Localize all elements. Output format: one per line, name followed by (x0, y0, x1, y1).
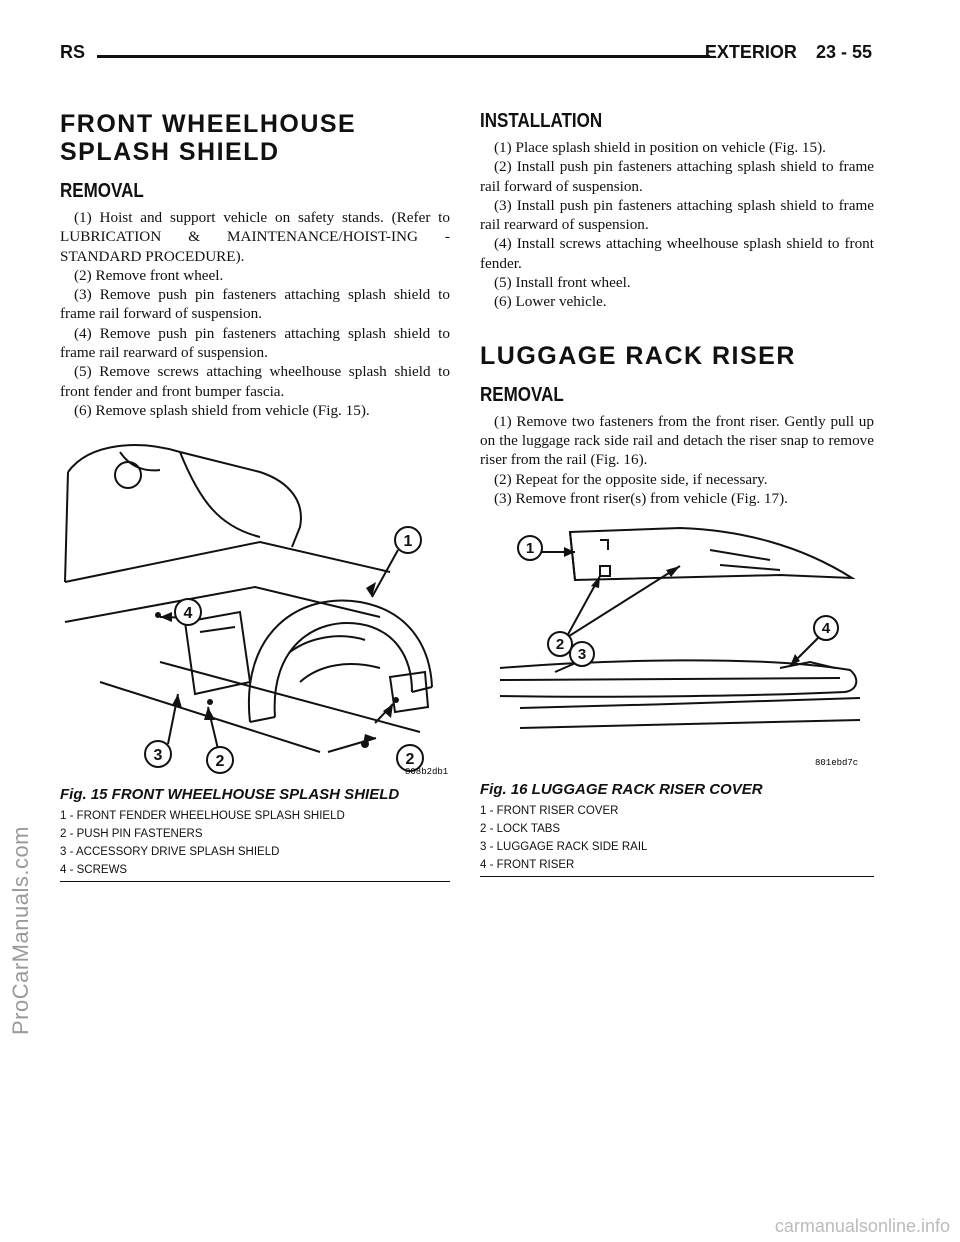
wheelhouse-splash-shield-illustration (60, 432, 448, 777)
step: (3) Remove push pin fasteners attaching splash shield to frame rail forward of suspension. (60, 286, 450, 323)
figure-15-legend (60, 807, 450, 879)
step: (1) Hoist and support vehicle on safety stands. (Refer to LUBRICATION & MAINTENANCE/HOIST-ING - STANDARD PROCEDURE). (60, 209, 450, 265)
removal-heading-riser: REMOVAL (480, 383, 564, 406)
side-watermark: ProCarManuals.com (8, 825, 33, 1035)
figure-code: 808b2db1 (405, 767, 448, 778)
legend-rule (60, 881, 450, 882)
step: (3) Install push pin fasteners attaching splash shield to frame rail rearward of suspension. (480, 196, 874, 234)
legend-item: 4 - FRONT RISER (480, 859, 575, 872)
step: (1) Place splash shield in position on vehicle (Fig. 15). (494, 139, 826, 156)
figure-15 (60, 432, 450, 882)
callout-label: 4 (183, 605, 193, 623)
callout-label: 4 (821, 620, 831, 638)
removal-steps (60, 208, 450, 420)
step: (6) Remove splash shield from vehicle (Fig. 15). (74, 401, 370, 419)
figure-16-title: Fig. 16 LUGGAGE RACK RISER COVER (480, 781, 763, 799)
step: (4) Install screws attaching wheelhouse splash shield to front fender. (480, 235, 874, 272)
legend-item: 3 - ACCESSORY DRIVE SPLASH SHIELD (60, 846, 280, 859)
header-page-number: 23 - 55 (815, 42, 872, 62)
step: (3) Remove front riser(s) from vehicle (Fig. 17). (494, 489, 788, 507)
legend-item: 1 - FRONT RISER COVER (480, 805, 619, 818)
left-column (60, 110, 450, 882)
callout-label: 3 (577, 646, 587, 664)
figure-16-legend (480, 802, 874, 874)
figure-15-title: Fig. 15 FRONT WHEELHOUSE SPLASH SHIELD (60, 786, 400, 804)
step: (5) Remove screws attaching wheelhouse splash shield to front fender and front bumper fascia. (60, 363, 450, 400)
callout-label: 1 (403, 533, 413, 551)
legend-item: 1 - FRONT FENDER WHEELHOUSE SPLASH SHIELD (60, 810, 345, 823)
luggage-rack-riser-illustration (480, 520, 874, 772)
section-title-luggage-rack-riser: LUGGAGE RACK RISER (480, 341, 796, 370)
step: (5) Install front wheel. (494, 274, 631, 292)
step: (4) Remove push pin fasteners attaching splash shield to frame rail rearward of suspension. (60, 324, 450, 362)
header-right (691, 42, 872, 63)
installation-heading: INSTALLATION (480, 110, 603, 132)
section-title-splash-shield: FRONT WHEELHOUSE SPLASH SHIELD (60, 110, 357, 166)
step: (2) Install push pin fasteners attaching splash shield to frame rail forward of suspension. (480, 158, 874, 195)
legend-item: 4 - SCREWS (60, 864, 128, 877)
header-rule (97, 55, 710, 58)
step: (2) Repeat for the opposite side, if necessary. (494, 470, 768, 488)
riser-removal-steps (480, 412, 874, 508)
callout-label: 2 (215, 753, 225, 771)
callout-label: 2 (405, 751, 415, 769)
header-section-code: RS (60, 42, 86, 62)
legend-item: 3 - LUGGAGE RACK SIDE RAIL (480, 841, 648, 854)
callout-label: 2 (555, 636, 565, 654)
step: (1) Remove two fasteners from the front riser. Gently pull up on the luggage rack side rail and detach the riser snap to remove riser from the rail (Fig. 16). (480, 412, 874, 469)
figure-16 (480, 520, 874, 877)
callout-label: 1 (525, 540, 535, 558)
installation-steps (480, 138, 874, 312)
legend-item: 2 - PUSH PIN FASTENERS (60, 828, 203, 841)
removal-heading: REMOVAL (60, 180, 144, 202)
callout-label: 3 (153, 747, 163, 765)
legend-rule (480, 876, 874, 877)
step: (6) Lower vehicle. (494, 293, 607, 311)
legend-item: 2 - LOCK TABS (480, 823, 561, 836)
figure-code: 801ebd7c (815, 758, 859, 769)
footer-watermark: carmanualsonline.info (774, 1216, 950, 1236)
step: (2) Remove front wheel. (74, 266, 224, 284)
right-column (480, 110, 874, 877)
header-section-title: EXTERIOR (704, 42, 797, 62)
